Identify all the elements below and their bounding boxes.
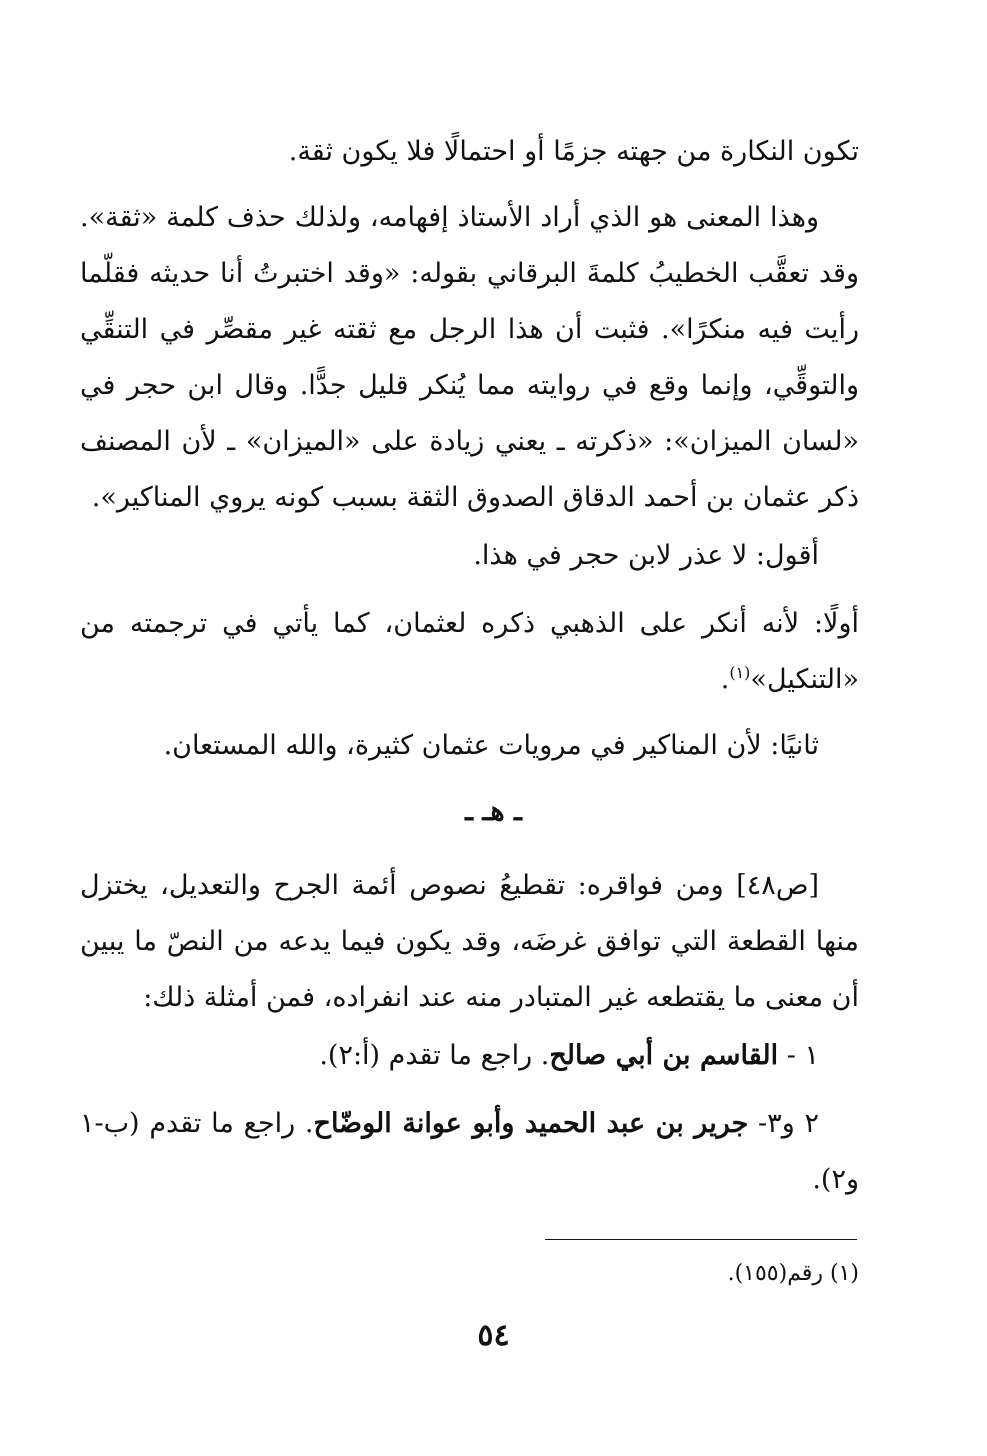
paragraph-4-end: . <box>720 664 730 695</box>
list-item-1-name: القاسم بن أبي صالح <box>549 1040 779 1071</box>
paragraph-3: أقول: لا عذر لابن حجر في هذا. <box>473 540 819 571</box>
list-item-2-rest: . راجع ما تقدم (ب-١ و٢). <box>80 1108 859 1195</box>
list-item-1-rest: . راجع ما تقدم (أ:٢). <box>319 1040 550 1071</box>
section-separator: ـ هـ ـ <box>465 796 522 827</box>
list-item-2-number: ٢ و٣- <box>758 1108 819 1139</box>
footnote-1: (١) رقم(١٥٥). <box>727 1261 859 1286</box>
footnote-divider <box>545 1239 857 1240</box>
list-item-1 <box>80 1028 859 1084</box>
list-item-2 <box>80 1096 859 1208</box>
paragraph-1: تكون النكارة من جهته جزمًا أو احتمالًا فلا يكون ثقة. <box>288 136 859 167</box>
paragraph-6: [ص٤٨] ومن فواقره: تقطيعُ نصوص أئمة الجرح والتعديل، يختزل منها القطعة التي توافق غرضَه، وقد يكون فيما يدعه من النصّ ما يبين أن معنى ما يقتطعه غير المتبادر منه عند انفراده، فمن أمثلة ذلك: <box>80 870 859 1013</box>
list-item-1-number: ١ - <box>786 1040 819 1071</box>
paragraph-4 <box>80 596 859 708</box>
list-item-2-name: جرير بن عبد الحميد وأبو عوانة الوضّاح <box>313 1108 749 1139</box>
footnote-ref-1: (١) <box>729 663 751 682</box>
paragraph-4-text: أولًا: لأنه أنكر على الذهبي ذكره لعثمان، كما يأتي في ترجمته من «التنكيل» <box>80 608 859 695</box>
page-number: ٥٤ <box>477 1318 510 1353</box>
paragraph-2: وهذا المعنى هو الذي أراد الأستاذ إفهامه، ولذلك حذف كلمة «ثقة». وقد تعقَّب الخطيبُ كلمةَ البرقاني بقوله: «وقد اختبرتُ أنا حديثه فقلّما رأيت فيه منكرًا». فثبت أن هذا الرجل مع ثقته غير مقصِّر في التنقِّي والتوقِّي، وإنما وقع في روايته مما يُنكر قليل جدًّا. وقال ابن حجر في «لسان الميزان»: «ذكرته ـ يعني زيادة على «الميزان» ـ لأن المصنف ذكر عثمان بن أحمد الدقاق الصدوق الثقة بسبب كونه يروي المناكير». <box>80 202 859 513</box>
paragraph-5: ثانيًا: لأن المناكير في مرويات عثمان كثيرة، والله المستعان. <box>163 730 819 761</box>
